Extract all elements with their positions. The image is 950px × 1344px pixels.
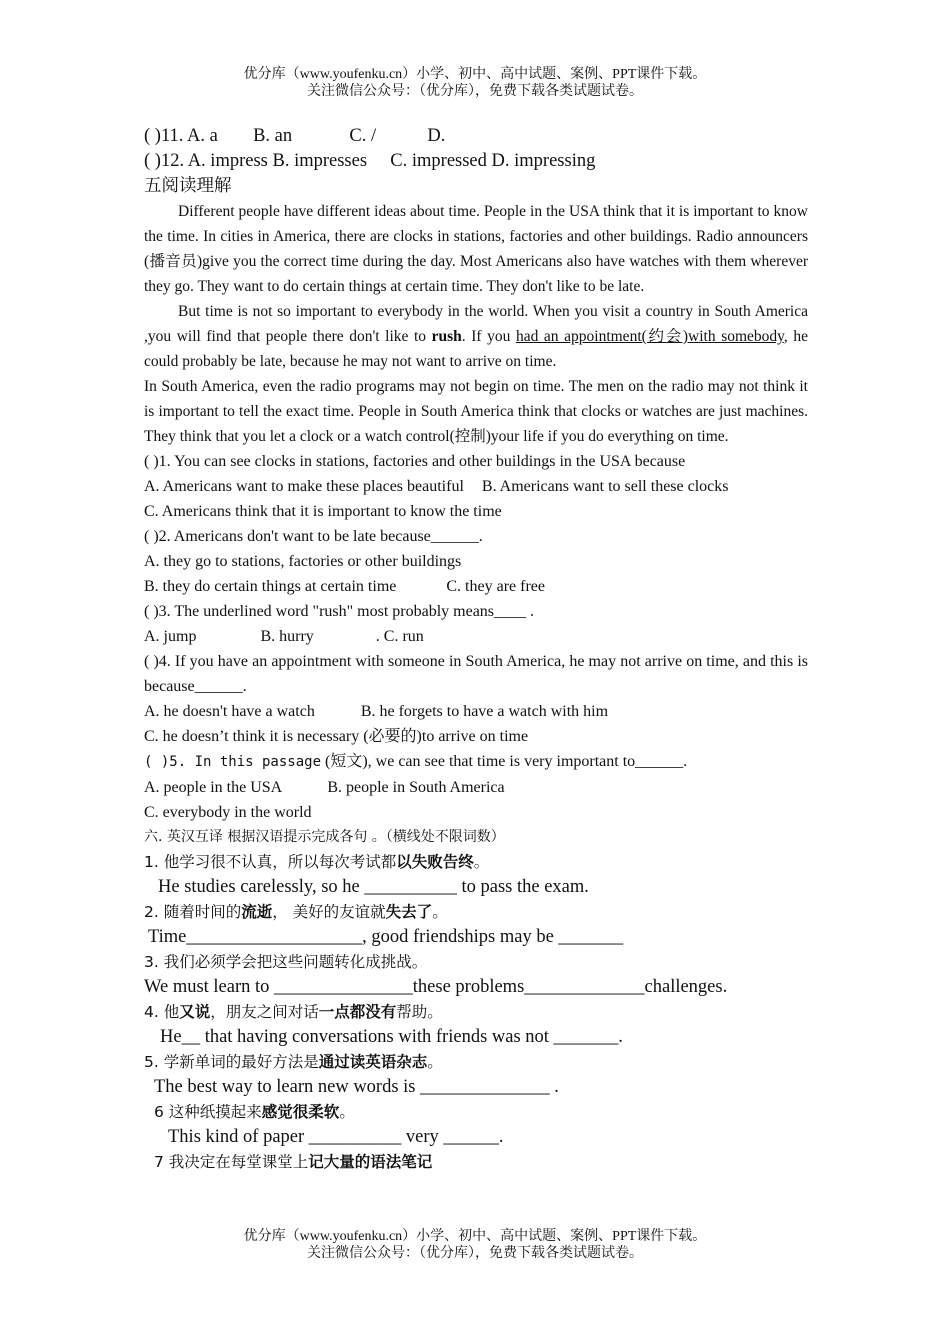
rq2-option-c: C. they are free	[446, 578, 545, 595]
rq3-option-c: . C. run	[375, 628, 424, 645]
worksheet-content	[144, 124, 808, 1175]
reading-q1-options-ab	[144, 474, 808, 499]
p2-text-b: . If you	[461, 328, 516, 345]
rq5-option-b: B. people in South America	[327, 779, 505, 796]
p2-text-c: , he could probably be late, because he may not want to arrive on time.	[144, 328, 809, 370]
section-5-title: 五阅读理解	[144, 176, 232, 196]
rq1-option-b: B. Americans want to sell these clocks	[481, 478, 729, 495]
footer-line-1: 优分库（www.youfenku.cn）小学、初中、高中试题、案例、PPT课件下载。	[243, 1229, 707, 1244]
q12-option-b: B. impresses	[272, 151, 368, 171]
t7-cn-a: 7 我决定在每堂课堂上	[154, 1153, 309, 1171]
rq5-text: (短文), we can see that time is very important to______.	[321, 753, 688, 770]
question-12	[144, 149, 808, 174]
translation-5-english: The best way to learn new words is ______________ .	[154, 1077, 559, 1097]
t1-cn-bold: 以失败告终	[396, 853, 474, 871]
t1-cn-a: 1. 他学习很不认真，所以每次考试都	[144, 853, 397, 871]
translation-7-chinese	[144, 1150, 808, 1175]
t6-cn-c: 。	[339, 1103, 355, 1121]
section-6-title: 六. 英汉互译 根据汉语提示完成各句 。（横线处不限词数）	[144, 829, 505, 845]
rq2-option-b: B. they do certain things at certain time	[144, 578, 397, 595]
translation-1-chinese	[144, 850, 808, 875]
translation-1-english: He studies carelessly, so he __________ to pass the exam.	[158, 877, 589, 897]
t1-cn-c: 。	[473, 853, 490, 871]
reading-question-2: ( )2. Americans don't want to be late because______.	[144, 528, 483, 545]
rq1-option-a: A. Americans want to make these places beautiful	[144, 478, 464, 495]
page-footer	[0, 1228, 950, 1262]
t2-cn-bold-2: 失去了	[385, 903, 433, 921]
reading-q2-options-bc	[144, 574, 808, 599]
rq4-option-b: B. he forgets to have a watch with him	[360, 703, 609, 720]
t4-cn-bold-1: 又说	[179, 1003, 211, 1021]
rq4-option-c: C. he doesn’t think it is necessary (必要的)to arrive on time	[144, 728, 529, 745]
t4-cn-bold-2: 一点都没有	[318, 1003, 397, 1021]
t5-cn-bold: 通过读英语杂志	[318, 1053, 428, 1071]
translation-4-english: He__ that having conversations with friends was not _______.	[160, 1027, 623, 1047]
q11-option-d: D.	[427, 126, 446, 146]
reading-q5-options-ab	[144, 775, 808, 800]
t4-cn-e: 帮助。	[396, 1003, 443, 1021]
t2-cn-a: 2. 随着时间的	[144, 903, 242, 921]
passage-paragraph-1: Different people have different ideas about time. People in the USA think that it is important to know the time. In cities in America, there are clocks in stations, factories and other buildings. Radio announcers (播音员)give you the correct time during the day. Most Americans also have watches with them wherever they go. They want to do certain things at certain time. They don't like to be late.	[144, 203, 808, 295]
t6-cn-a: 6 这种纸摸起来	[154, 1103, 262, 1121]
rq5-option-a: A. people in the USA	[144, 779, 282, 796]
t5-cn-a: 5. 学新单词的最好方法是	[144, 1053, 319, 1071]
translation-6-english: This kind of paper __________ very ______.	[168, 1127, 504, 1147]
passage-paragraph-3: In South America, even the radio programs may not begin on time. The men on the radio may not think it is important to tell the exact time. People in South America think that clocks or watches are just machines. They think that you let a clock or a watch control(控制)your life if you do everything on time.	[144, 378, 808, 445]
t4-cn-c: ，朋友之间对话	[210, 1003, 319, 1021]
reading-question-1: ( )1. You can see clocks in stations, factories and other buildings in the USA because	[144, 453, 686, 470]
q11-option-b: B. an	[253, 126, 293, 146]
rq5-option-c: C. everybody in the world	[144, 804, 312, 821]
translation-3-english: We must learn to _______________these problems_____________challenges.	[144, 977, 728, 997]
q11-option-a: A. a	[187, 126, 218, 146]
question-11	[144, 124, 808, 149]
t2-cn-c: ， 美好的友谊就	[272, 903, 386, 921]
header-line-2: 关注微信公众号：（优分库），免费下载各类试题试卷。	[307, 84, 643, 99]
q12-option-c: C. impressed	[390, 151, 487, 171]
translation-4-chinese	[144, 1000, 808, 1025]
reading-q4-options-ab	[144, 699, 808, 724]
translation-6-chinese	[144, 1100, 808, 1125]
translation-2-english: Time___________________, good friendships may be _______	[148, 927, 624, 947]
q12-option-a: A. impress	[187, 151, 268, 171]
header-line-1: 优分库（www.youfenku.cn）小学、初中、高中试题、案例、PPT课件下载。	[243, 67, 707, 82]
p2-text-a: But time is not so important to everybody in the world. When you visit a country in South America ,you will find that people there don't like to	[144, 303, 808, 345]
q12-number: ( )12.	[144, 151, 185, 171]
reading-question-4: ( )4. If you have an appointment with someone in South America, he may not arrive on time, and this is because______.	[144, 653, 808, 695]
p2-underlined-phrase: had an appointment(约会)with somebody	[515, 328, 784, 345]
t2-cn-bold-1: 流逝	[241, 903, 273, 921]
reading-q3-options	[144, 624, 808, 649]
translation-5-chinese	[144, 1050, 808, 1075]
t5-cn-c: 。	[427, 1053, 443, 1071]
reading-question-3: ( )3. The underlined word "rush" most probably means____ .	[144, 603, 535, 620]
rq3-option-a: A. jump	[144, 628, 197, 645]
rq5-prefix: ( )5. In this passage	[144, 754, 322, 770]
p2-bold-rush: rush	[431, 328, 462, 345]
passage-paragraph-2	[144, 299, 808, 374]
t7-cn-bold: 记大量的语法笔记	[308, 1153, 433, 1171]
translation-3-chinese: 3. 我们必须学会把这些问题转化成挑战。	[144, 953, 428, 971]
q12-option-d: D. impressing	[491, 151, 596, 171]
t6-cn-bold: 感觉很柔软	[261, 1103, 340, 1121]
page-header	[0, 66, 950, 100]
footer-line-2: 关注微信公众号：（优分库），免费下载各类试题试卷。	[307, 1246, 643, 1261]
q11-option-c: C. /	[349, 126, 377, 146]
rq2-option-a: A. they go to stations, factories or other buildings	[144, 553, 462, 570]
q11-number: ( )11.	[144, 126, 184, 146]
rq1-option-c: C. Americans think that it is important to know the time	[144, 503, 502, 520]
rq3-option-b: B. hurry	[260, 628, 314, 645]
rq4-option-a: A. he doesn't have a watch	[144, 703, 315, 720]
t4-cn-a: 4. 他	[144, 1003, 180, 1021]
translation-2-chinese	[144, 900, 808, 925]
reading-question-5	[144, 749, 808, 775]
t2-cn-e: 。	[432, 903, 448, 921]
